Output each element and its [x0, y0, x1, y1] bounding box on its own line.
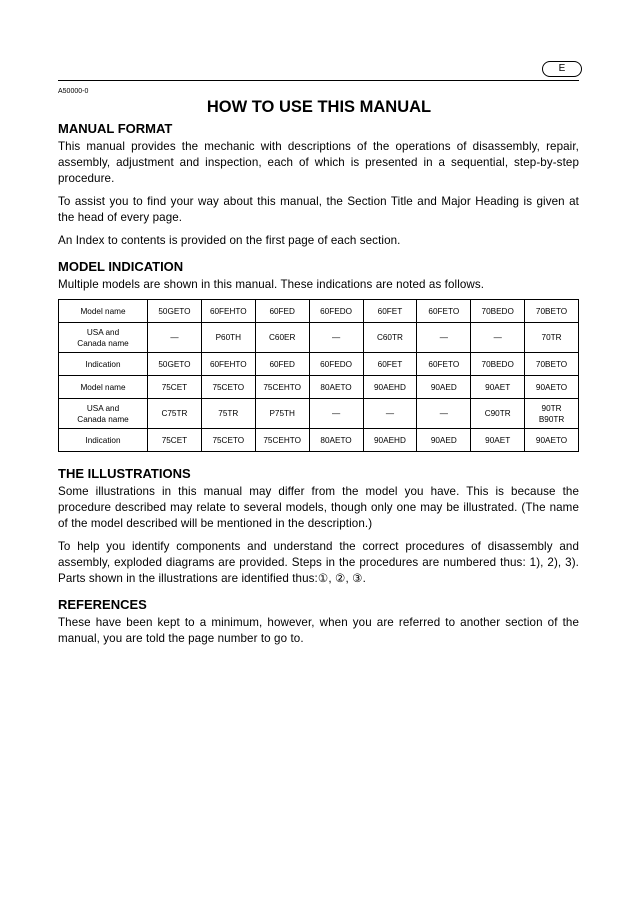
table-row-label: USA and Canada name	[59, 323, 148, 353]
table-row	[59, 376, 579, 399]
table-row-label: Model name	[59, 300, 148, 323]
table-cell: 90AETO	[525, 376, 579, 399]
table-cell: 75CEHTO	[255, 429, 309, 452]
table-cell: —	[471, 323, 525, 353]
table-cell: 70BETO	[525, 353, 579, 376]
page-content	[58, 121, 579, 654]
table-cell: 60FEHTO	[201, 353, 255, 376]
language-badge: E	[542, 61, 582, 77]
table-cell: 90AET	[471, 429, 525, 452]
manual-format-paragraph-1: This manual provides the mechanic with descriptions of the operations of disassembly, repair, assembly, adjustment and inspection, each of which is presented in a sequential, step-by-step procedure.	[58, 140, 579, 185]
table-row-label: USA and Canada name	[59, 399, 148, 429]
table-cell: —	[148, 323, 202, 353]
manual-format-paragraph-3: An Index to contents is provided on the first page of each section.	[58, 234, 401, 247]
table-row-label: Model name	[59, 376, 148, 399]
table-cell: —	[417, 323, 471, 353]
section-heading-manual-format: MANUAL FORMAT	[58, 121, 173, 136]
section-heading-references: REFERENCES	[58, 597, 147, 612]
table-row	[59, 353, 579, 376]
table-cell: 60FEHTO	[201, 300, 255, 323]
table-cell: 90AETO	[525, 429, 579, 452]
table-cell: 75CEHTO	[255, 376, 309, 399]
table-cell: 90AEHD	[363, 429, 417, 452]
table-cell: P75TH	[255, 399, 309, 429]
page-title: HOW TO USE THIS MANUAL	[206, 98, 432, 116]
table-cell: 60FETO	[417, 353, 471, 376]
references-paragraph: These have been kept to a minimum, however, when you are referred to another section of the manual, you are told the page number to go to.	[58, 616, 579, 645]
table-cell: 60FED	[255, 353, 309, 376]
table-cell: 80AETO	[309, 376, 363, 399]
table-cell: 75CET	[148, 429, 202, 452]
table-cell: —	[309, 323, 363, 353]
table-cell: C90TR	[471, 399, 525, 429]
table-row	[59, 429, 579, 452]
model-indication-paragraph: Multiple models are shown in this manual. These indications are noted as follows.	[58, 278, 485, 291]
table-cell: 60FET	[363, 353, 417, 376]
illustrations-paragraph-2: To help you identify components and understand the correct procedures of disassembly and assembly, exploded diagrams are provided. Steps in the procedures are numbered thus: 1), 2), 3). Parts shown in the illustrations are identified thus:①, ②, ③.	[58, 540, 579, 585]
table-cell: 70TR	[525, 323, 579, 353]
table-cell: C75TR	[148, 399, 202, 429]
table-cell: 60FED	[255, 300, 309, 323]
section-heading-model-indication: MODEL INDICATION	[58, 259, 184, 274]
table-cell: 50GETO	[148, 353, 202, 376]
table-cell: 75CETO	[201, 376, 255, 399]
table-row	[59, 300, 579, 323]
section-heading-illustrations: THE ILLUSTRATIONS	[58, 466, 191, 481]
table-cell: C60TR	[363, 323, 417, 353]
table-cell: C60ER	[255, 323, 309, 353]
table-cell: 90AED	[417, 376, 471, 399]
table-cell: 70BETO	[525, 300, 579, 323]
table-row	[59, 323, 579, 353]
table-cell: —	[309, 399, 363, 429]
table-cell: 75CET	[148, 376, 202, 399]
model-table	[58, 299, 579, 452]
table-cell: —	[417, 399, 471, 429]
table-cell: 75TR	[201, 399, 255, 429]
table-cell: 90AED	[417, 429, 471, 452]
table-cell: 90AEHD	[363, 376, 417, 399]
table-cell: 90AET	[471, 376, 525, 399]
table-cell: 60FET	[363, 300, 417, 323]
header-rule	[58, 80, 579, 81]
document-code: A50000-0	[58, 88, 89, 95]
table-cell: 90TR B90TR	[525, 399, 579, 429]
table-row-label: Indication	[59, 429, 148, 452]
table-cell: —	[363, 399, 417, 429]
table-row-label: Indication	[59, 353, 148, 376]
manual-format-paragraph-2: To assist you to find your way about this manual, the Section Title and Major Heading is given at the head of every page.	[58, 195, 579, 224]
illustrations-paragraph-1: Some illustrations in this manual may differ from the model you have. This is because the procedure described may relate to several models, though only one may be illustrated. (The name of the model described will be mentioned in the description.)	[58, 485, 579, 530]
table-cell: 70BEDO	[471, 300, 525, 323]
table-cell: 60FEDO	[309, 300, 363, 323]
table-cell: 60FETO	[417, 300, 471, 323]
table-cell: P60TH	[201, 323, 255, 353]
table-cell: 80AETO	[309, 429, 363, 452]
table-row	[59, 399, 579, 429]
table-cell: 60FEDO	[309, 353, 363, 376]
table-cell: 50GETO	[148, 300, 202, 323]
table-cell: 75CETO	[201, 429, 255, 452]
table-cell: 70BEDO	[471, 353, 525, 376]
